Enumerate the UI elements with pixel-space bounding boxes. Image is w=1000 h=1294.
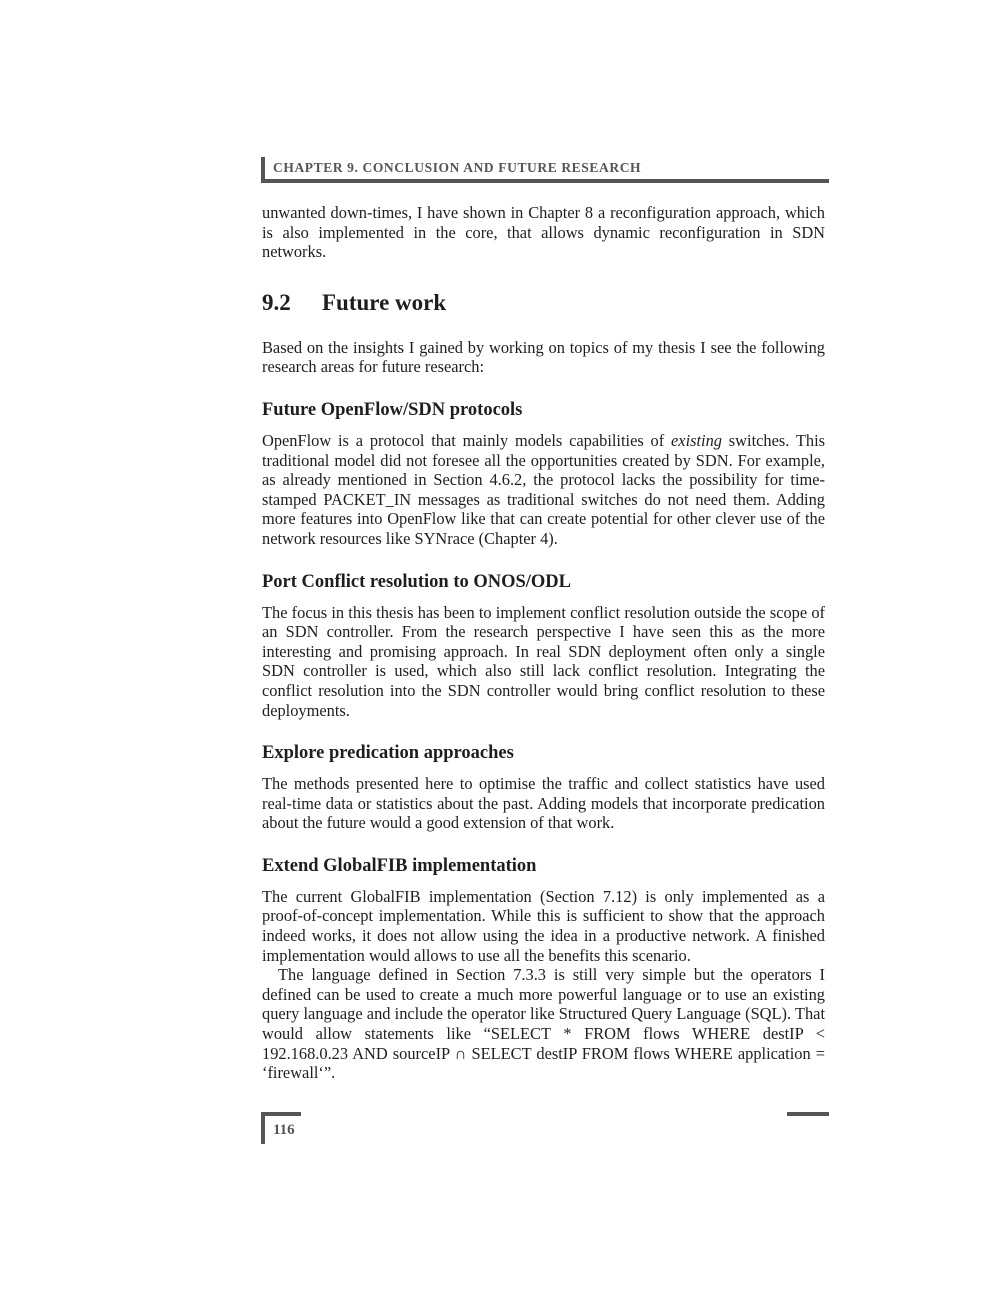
subsection-heading-predication: Explore predication approaches (262, 743, 514, 764)
page-number-box (261, 1112, 301, 1144)
section-number: 9.2 (262, 289, 291, 315)
running-title: CHAPTER 9. CONCLUSION AND FUTURE RESEARCH (273, 160, 642, 175)
paragraph-globalfib: The current GlobalFIB implementation (Section 7.12) is only implemented as a proof-of-concept implementation. While this is sufficient to show that the approach indeed works, it does not allow using the idea in a productive network. A finished implementation would allows to use all the benefits this scenario. (262, 886, 825, 965)
subsection-heading-openflow: Future OpenFlow/SDN protocols (262, 399, 523, 420)
paragraph-openflow-part2: switches. This traditional model did not foresee all the opportunities created by SDN. For example, as already mentioned in Section 4.6.2, the protocol lacks the possibility for time-stamped PACKET_IN messages as traditional switches do not need them. Adding more features into OpenFlow like that can create potential for other clever use of the network resources like SYNrace (Chapter 4). (262, 430, 825, 548)
paragraph-openflow (262, 431, 825, 549)
footer-rule-vertical (261, 1112, 265, 1144)
subsection-heading-port-conflict: Port Conflict resolution to ONOS/ODL (262, 571, 572, 592)
running-header (261, 157, 829, 183)
section-title: Future work (322, 289, 447, 315)
paragraph-query-language: The language defined in Section 7.3.3 is still very simple but the operators I defined can be used to create a much more powerful language or to use an existing query language and include the operator like Structured Query Language (SQL). That would allow statements like “SELECT * FROM flows WHERE destIP < 192.168.0.23 AND sourceIP ∩ SELECT destIP FROM flows WHERE application = ‘firewall‘”. (262, 965, 825, 1083)
paragraph-openflow-part1: OpenFlow is a protocol that mainly models capabilities of (262, 430, 672, 450)
emphasis-existing: existing (671, 430, 722, 450)
header-rule-horizontal (261, 179, 829, 183)
footer-rule-horizontal (261, 1112, 301, 1116)
intro-paragraph: unwanted down-times, I have shown in Chapter 8 a reconfiguration approach, which is also implemented in the core, that allows dynamic reconfiguration in SDN networks. (262, 203, 825, 262)
paragraph-port-conflict: The focus in this thesis has been to implement conflict resolution outside the scope of an SDN controller. From the research perspective I have seen this as the more interesting and promising approach. In real SDN deployment often only a single SDN controller is used, which also still lack conflict resolution. Integrating the conflict resolution into the SDN controller would bring conflict resolution to these deployments. (262, 602, 825, 720)
footer-rule-right (787, 1112, 829, 1116)
subsection-heading-globalfib: Extend GlobalFIB implementation (262, 855, 537, 876)
page-number: 116 (273, 1122, 295, 1138)
section-intro-paragraph: Based on the insights I gained by working on topics of my thesis I see the following research areas for future research: (262, 337, 825, 377)
page-body (262, 203, 825, 1083)
section-heading (262, 289, 825, 317)
paragraph-predication: The methods presented here to optimise the traffic and collect statistics have used real-time data or statistics about the past. Adding models that incorporate predication about the future would a good extension of that work. (262, 774, 825, 833)
